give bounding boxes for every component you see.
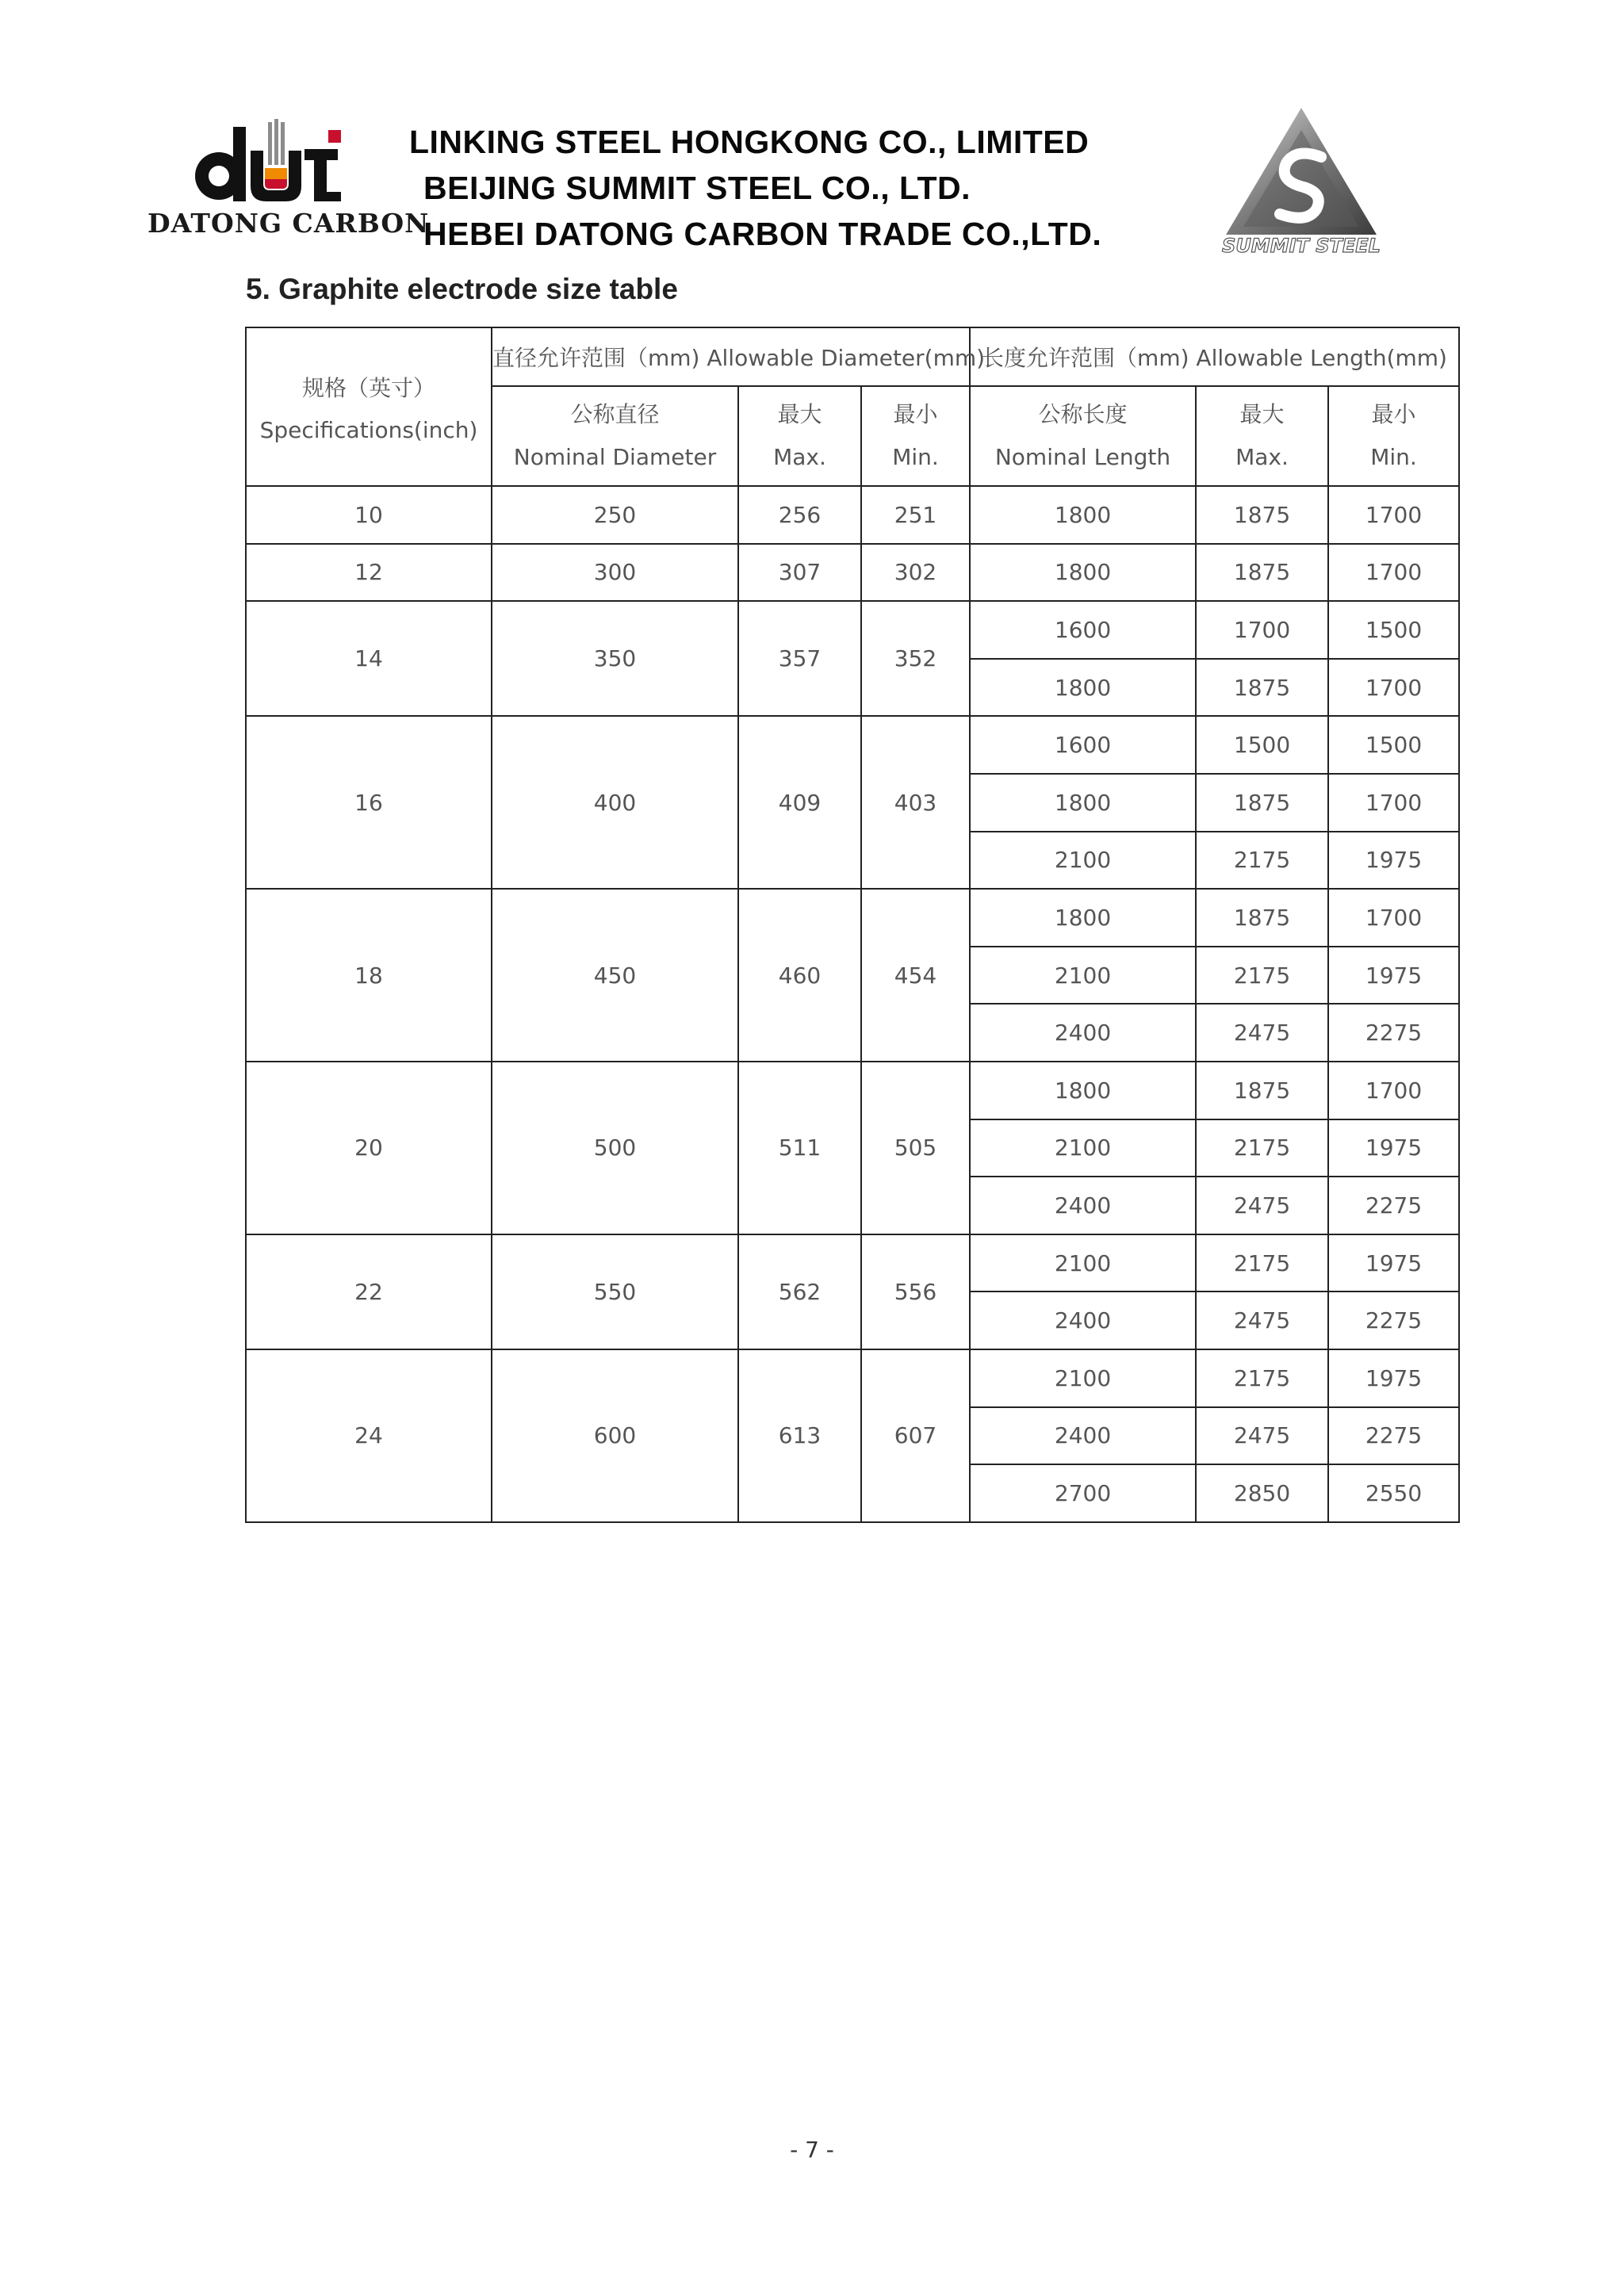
- length-max-cell: 2175: [1196, 947, 1328, 1004]
- table-header-row-1: [246, 327, 1459, 386]
- diameter-max-en: Max.: [773, 444, 826, 470]
- nominal-length-cell: 1800: [970, 889, 1196, 947]
- nominal-diameter-cell: 450: [492, 889, 738, 1062]
- diameter-max-cell: 409: [738, 716, 861, 889]
- length-min-cell: 1975: [1328, 832, 1459, 890]
- nominal-diameter-cell: 350: [492, 601, 738, 716]
- nominal-length-cell: 1600: [970, 601, 1196, 659]
- nominal-length-cell: 2400: [970, 1292, 1196, 1349]
- length-min-cell: 2275: [1328, 1407, 1459, 1465]
- length-min-cell: 1700: [1328, 544, 1459, 602]
- nominal-length-cell: 2100: [970, 1349, 1196, 1407]
- length-min-cell: 1700: [1328, 659, 1459, 717]
- length-max-cell: 1875: [1196, 1062, 1328, 1119]
- table-row: [246, 889, 1459, 947]
- diameter-min-cell: 403: [861, 716, 970, 889]
- spec-cell: 12: [246, 544, 492, 602]
- nominal-length-cell: 1800: [970, 486, 1196, 544]
- nominal-length-en: Nominal Length: [994, 444, 1171, 470]
- nominal-length-cell: 1800: [970, 544, 1196, 602]
- section-title: 5. Graphite electrode size table: [246, 273, 678, 305]
- length-max-cell: 2475: [1196, 1004, 1328, 1062]
- nominal-length-cell: 2100: [970, 947, 1196, 1004]
- diameter-max-cn: 最大: [777, 401, 822, 427]
- nominal-diameter-cell: 500: [492, 1062, 738, 1234]
- length-min-cell: 1975: [1328, 947, 1459, 1004]
- nominal-diameter-cell: 250: [492, 486, 738, 544]
- length-max-header: [1196, 386, 1328, 486]
- table-row: [246, 716, 1459, 774]
- length-min-header: [1328, 386, 1459, 486]
- length-max-cell: 1700: [1196, 601, 1328, 659]
- nominal-length-cell: 1800: [970, 774, 1196, 832]
- length-min-cell: 2275: [1328, 1292, 1459, 1349]
- nominal-diameter-cn: 公称直径: [570, 401, 660, 427]
- summit-steel-logo-text: SUMMIT STEEL: [1222, 235, 1381, 254]
- length-max-cell: 2475: [1196, 1177, 1328, 1234]
- nominal-length-cell: 2400: [970, 1407, 1196, 1465]
- spec-cell: 16: [246, 716, 492, 889]
- length-min-cell: 2275: [1328, 1004, 1459, 1062]
- graphite-electrode-size-table: [245, 327, 1460, 1523]
- diameter-max-cell: 511: [738, 1062, 861, 1234]
- diameter-min-cell: 251: [861, 486, 970, 544]
- nominal-diameter-en: Nominal Diameter: [513, 444, 717, 470]
- company-line-3: HEBEI DATONG CARBON TRADE CO.,LTD.: [423, 216, 1102, 252]
- length-min-cell: 1700: [1328, 486, 1459, 544]
- length-max-cell: 2175: [1196, 1234, 1328, 1292]
- length-min-cell: 1700: [1328, 889, 1459, 947]
- nominal-diameter-cell: 300: [492, 544, 738, 602]
- length-max-cell: 2475: [1196, 1292, 1328, 1349]
- spec-header-cell: [246, 327, 492, 486]
- nominal-length-header: [970, 386, 1196, 486]
- diameter-max-cell: 562: [738, 1234, 861, 1349]
- diameter-max-header: [738, 386, 861, 486]
- length-max-cell: 2475: [1196, 1407, 1328, 1465]
- nominal-length-cell: 2400: [970, 1004, 1196, 1062]
- company-line-2: BEIJING SUMMIT STEEL CO., LTD.: [423, 170, 971, 206]
- nominal-diameter-cell: 400: [492, 716, 738, 889]
- length-min-en: Min.: [1370, 444, 1417, 470]
- length-min-cell: 1975: [1328, 1234, 1459, 1292]
- length-max-cell: 2175: [1196, 1349, 1328, 1407]
- length-max-cell: 2175: [1196, 1119, 1328, 1177]
- dt-logo-mark-icon: [187, 119, 354, 206]
- datong-carbon-logo: [147, 119, 430, 242]
- spec-cell: 20: [246, 1062, 492, 1234]
- length-min-cell: 2275: [1328, 1177, 1459, 1234]
- diameter-min-cell: 302: [861, 544, 970, 602]
- diameter-min-cn: 最小: [893, 401, 938, 427]
- length-min-cell: 1700: [1328, 774, 1459, 832]
- diameter-min-cell: 352: [861, 601, 970, 716]
- length-min-cell: 1500: [1328, 716, 1459, 774]
- length-group-header: 长度允许范围（mm) Allowable Length(mm): [970, 327, 1459, 386]
- diameter-max-cell: 357: [738, 601, 861, 716]
- table-row: [246, 1062, 1459, 1119]
- datong-carbon-logo-text: DATONG CARBON: [147, 208, 430, 239]
- length-max-cell: 1500: [1196, 716, 1328, 774]
- table-row: [246, 1349, 1459, 1407]
- length-max-en: Max.: [1235, 444, 1289, 470]
- company-names: [409, 119, 1186, 257]
- diameter-group-header: 直径允许范围（mm) Allowable Diameter(mm): [492, 327, 970, 386]
- diameter-min-header: [861, 386, 970, 486]
- length-min-cell: 1975: [1328, 1119, 1459, 1177]
- nominal-diameter-cell: 600: [492, 1349, 738, 1522]
- nominal-length-cell: 2700: [970, 1464, 1196, 1522]
- diameter-max-cell: 256: [738, 486, 861, 544]
- nominal-length-cell: 2100: [970, 1234, 1196, 1292]
- diameter-max-cell: 460: [738, 889, 861, 1062]
- length-min-cn: 最小: [1371, 401, 1416, 427]
- spec-cell: 22: [246, 1234, 492, 1349]
- table-row: [246, 601, 1459, 659]
- table-row: [246, 486, 1459, 544]
- diameter-min-en: Min.: [892, 444, 939, 470]
- page-number: - 7 -: [790, 2137, 834, 2163]
- spec-cell: 14: [246, 601, 492, 716]
- nominal-length-cell: 2100: [970, 832, 1196, 890]
- length-max-cell: 1875: [1196, 774, 1328, 832]
- length-max-cell: 2850: [1196, 1464, 1328, 1522]
- spec-cell: 18: [246, 889, 492, 1062]
- nominal-length-cell: 1800: [970, 659, 1196, 717]
- length-max-cn: 最大: [1239, 401, 1285, 427]
- table-row: [246, 544, 1459, 602]
- diameter-min-cell: 454: [861, 889, 970, 1062]
- diameter-min-cell: 607: [861, 1349, 970, 1522]
- length-max-cell: 2175: [1196, 832, 1328, 890]
- table-row: [246, 1234, 1459, 1292]
- length-max-cell: 1875: [1196, 889, 1328, 947]
- diameter-max-cell: 613: [738, 1349, 861, 1522]
- length-min-cell: 1500: [1328, 601, 1459, 659]
- nominal-length-cell: 1600: [970, 716, 1196, 774]
- spec-cell: 10: [246, 486, 492, 544]
- length-max-cell: 1875: [1196, 659, 1328, 717]
- length-min-cell: 1975: [1328, 1349, 1459, 1407]
- spec-header-en: Specifications(inch): [259, 416, 478, 443]
- length-min-cell: 1700: [1328, 1062, 1459, 1119]
- nominal-length-cell: 1800: [970, 1062, 1196, 1119]
- spec-cell: 24: [246, 1349, 492, 1522]
- diameter-min-cell: 556: [861, 1234, 970, 1349]
- diameter-min-cell: 505: [861, 1062, 970, 1234]
- diameter-max-cell: 307: [738, 544, 861, 602]
- length-max-cell: 1875: [1196, 544, 1328, 602]
- nominal-length-cn: 公称长度: [1038, 401, 1128, 427]
- spec-header-cn: 规格（英寸）: [301, 374, 435, 401]
- company-line-1: LINKING STEEL HONGKONG CO., LIMITED: [409, 124, 1090, 160]
- nominal-length-cell: 2400: [970, 1177, 1196, 1234]
- length-min-cell: 2550: [1328, 1464, 1459, 1522]
- summit-steel-logo: [1218, 108, 1385, 254]
- nominal-length-cell: 2100: [970, 1119, 1196, 1177]
- length-max-cell: 1875: [1196, 486, 1328, 544]
- nominal-diameter-cell: 550: [492, 1234, 738, 1349]
- nominal-diameter-header: [492, 386, 738, 486]
